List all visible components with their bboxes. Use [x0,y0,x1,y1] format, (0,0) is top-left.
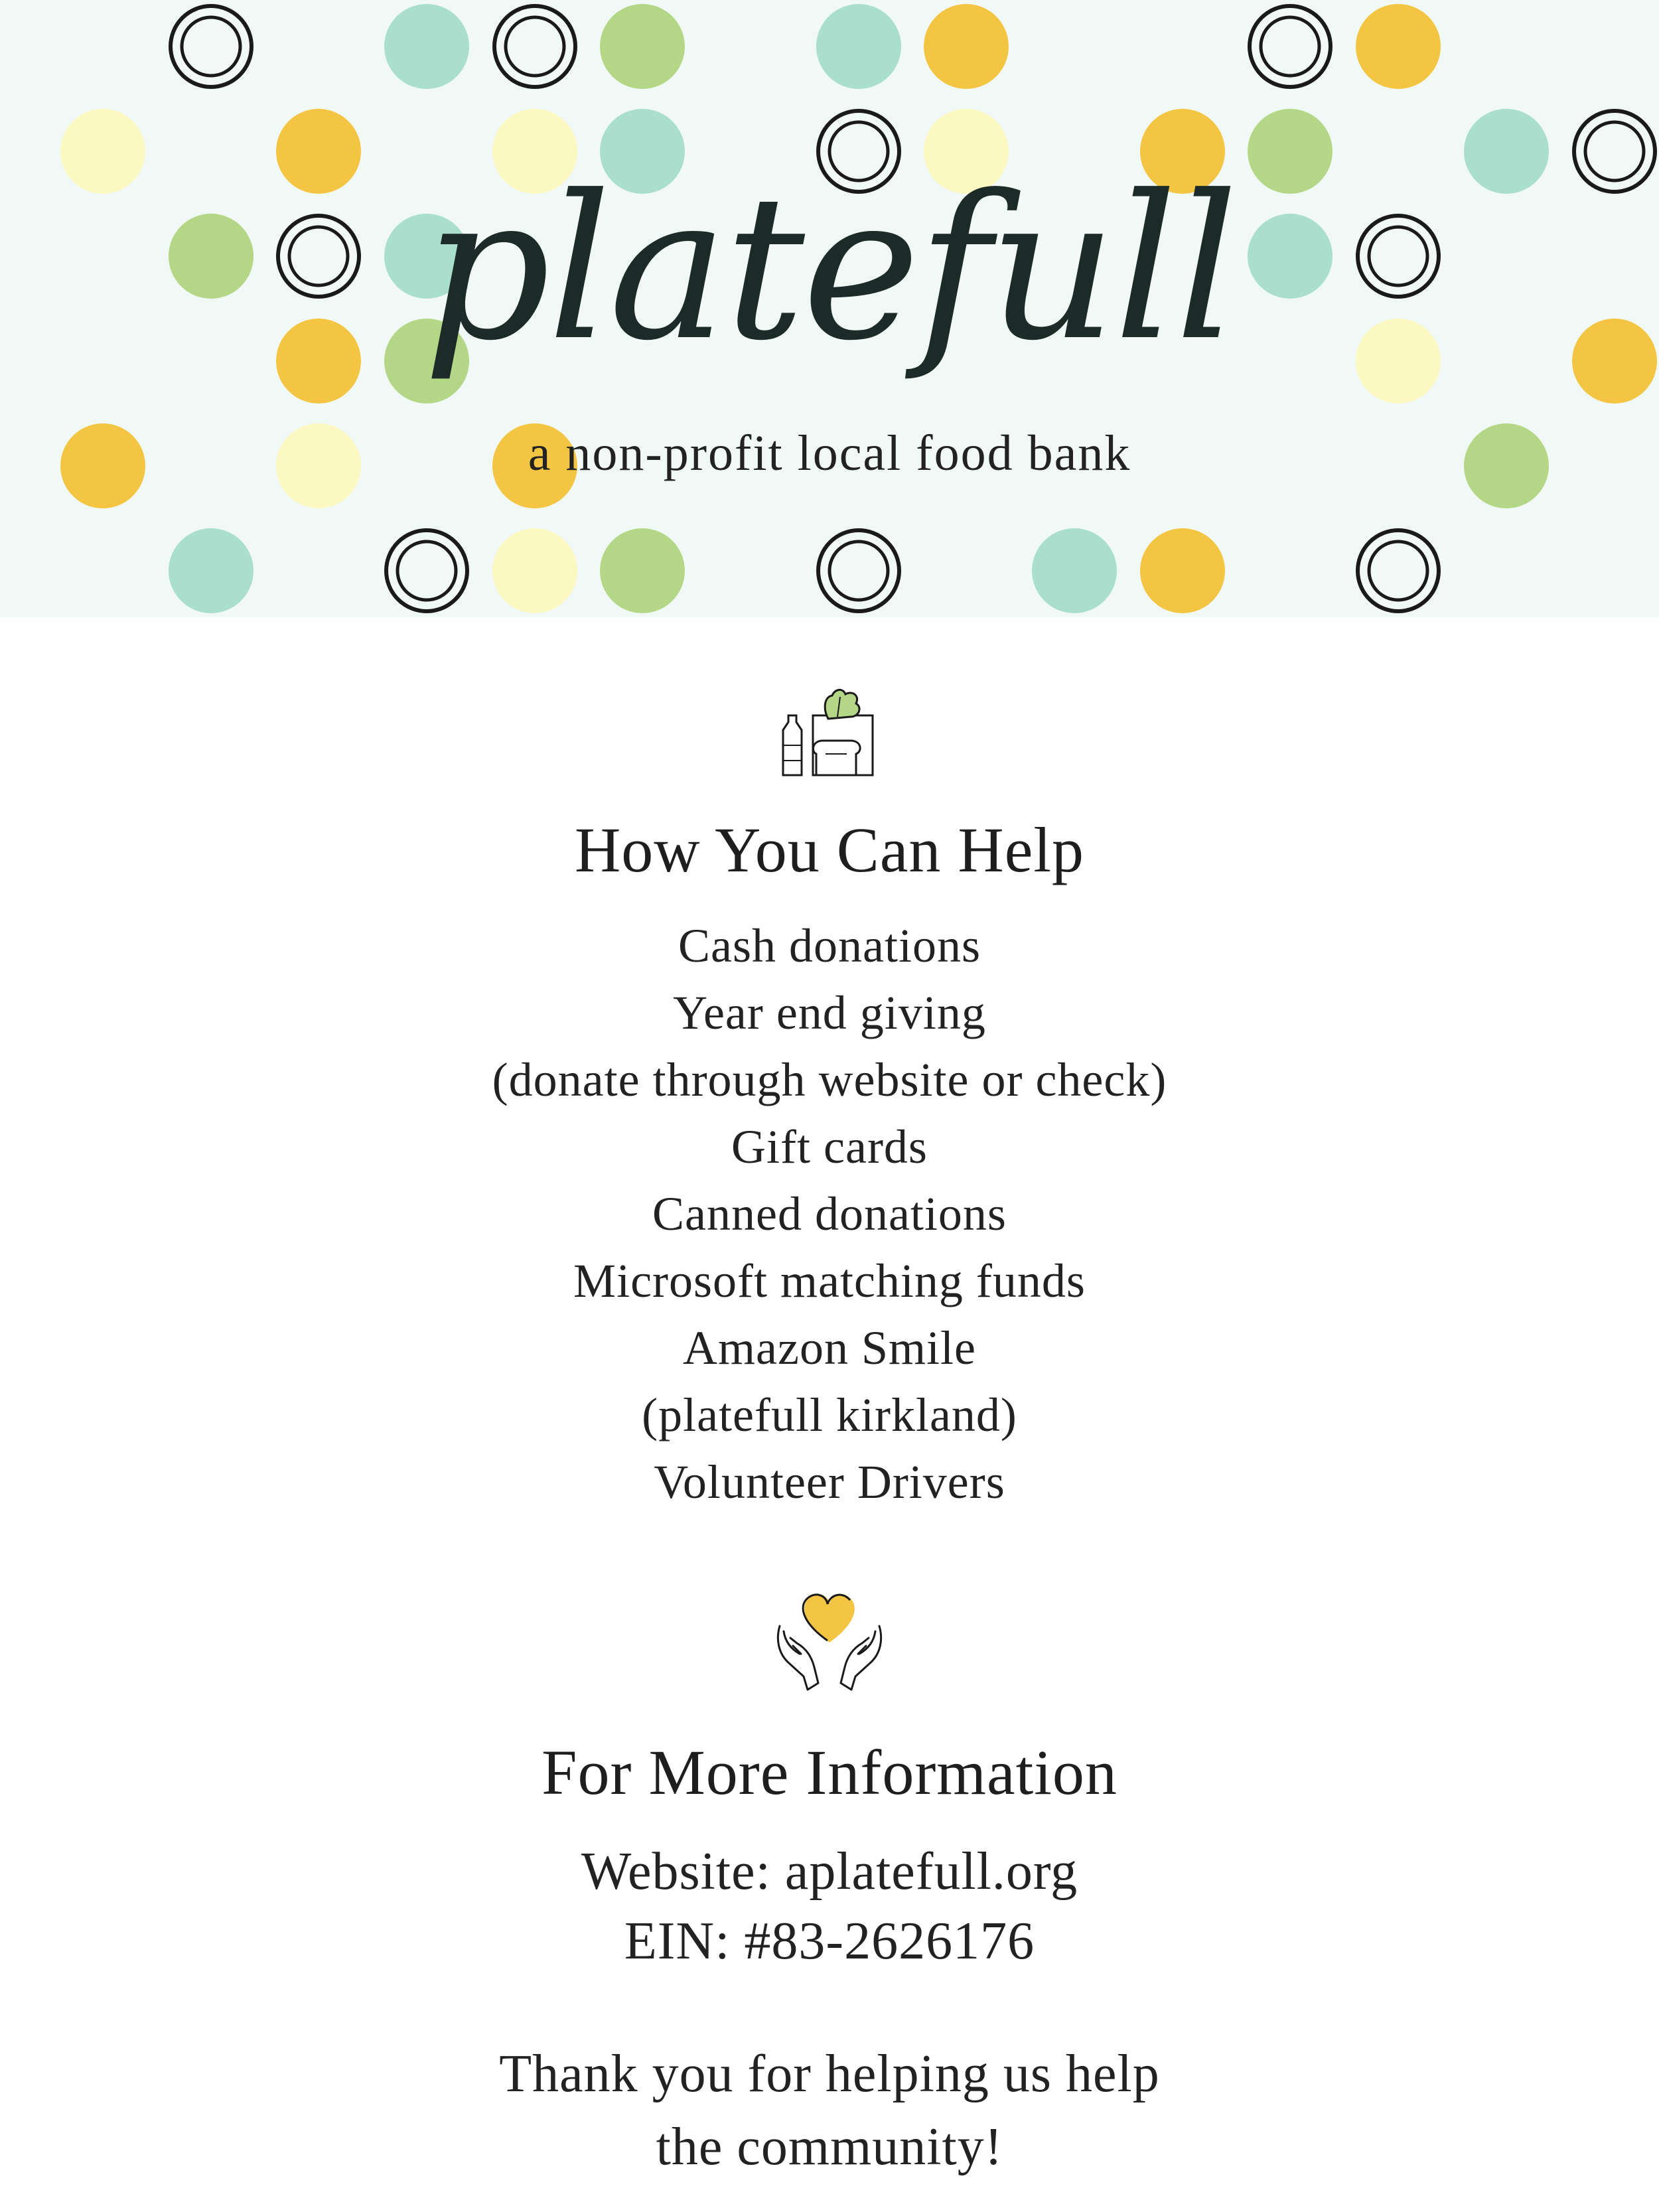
help-heading: How You Can Help [574,814,1085,885]
list-item: Amazon Smile [683,1321,976,1374]
header-banner [0,0,1659,617]
info-heading: For More Information [541,1737,1118,1808]
decor-dot [1140,528,1225,613]
decor-dot [169,528,253,613]
thank-you-message [0,2037,1659,2183]
list-item: Year end giving [673,986,986,1039]
help-list [0,913,1659,1516]
list-item: (platefull kirkland) [642,1388,1017,1441]
list-item: Volunteer Drivers [654,1455,1005,1509]
plate-ring [506,17,564,76]
decor-dot [600,4,685,89]
decor-dot [492,528,577,613]
thank-you-line: Thank you for helping us help [499,2045,1160,2103]
plate-ring [1261,17,1319,76]
list-item: Cash donations [678,919,981,972]
decor-dot [600,528,685,613]
contact-info [0,1837,1659,1976]
grocery-bag-icon [0,682,1659,784]
decor-dot [816,4,901,89]
plate-ring [830,542,888,600]
thank-you-line: the community! [656,2118,1003,2176]
list-item: (donate through website or check) [492,1053,1167,1106]
plate-ring [182,17,240,76]
website-text: Website: aplatefull.org [581,1842,1078,1901]
decor-dot [1356,4,1441,89]
list-item: Canned donations [652,1187,1007,1240]
plate-ring [1369,542,1427,600]
decor-dot [384,4,469,89]
hands-heart-icon [0,1580,1659,1702]
ein-text: EIN: #83-2626176 [624,1912,1035,1970]
tagline: a non-profit local food bank [528,425,1131,481]
decor-dot [1032,528,1117,613]
decor-dot [924,4,1009,89]
list-item: Gift cards [731,1120,928,1173]
list-item: Microsoft matching funds [573,1254,1086,1307]
plate-ring [397,542,456,600]
logo-wordmark: platefull [423,153,1236,384]
